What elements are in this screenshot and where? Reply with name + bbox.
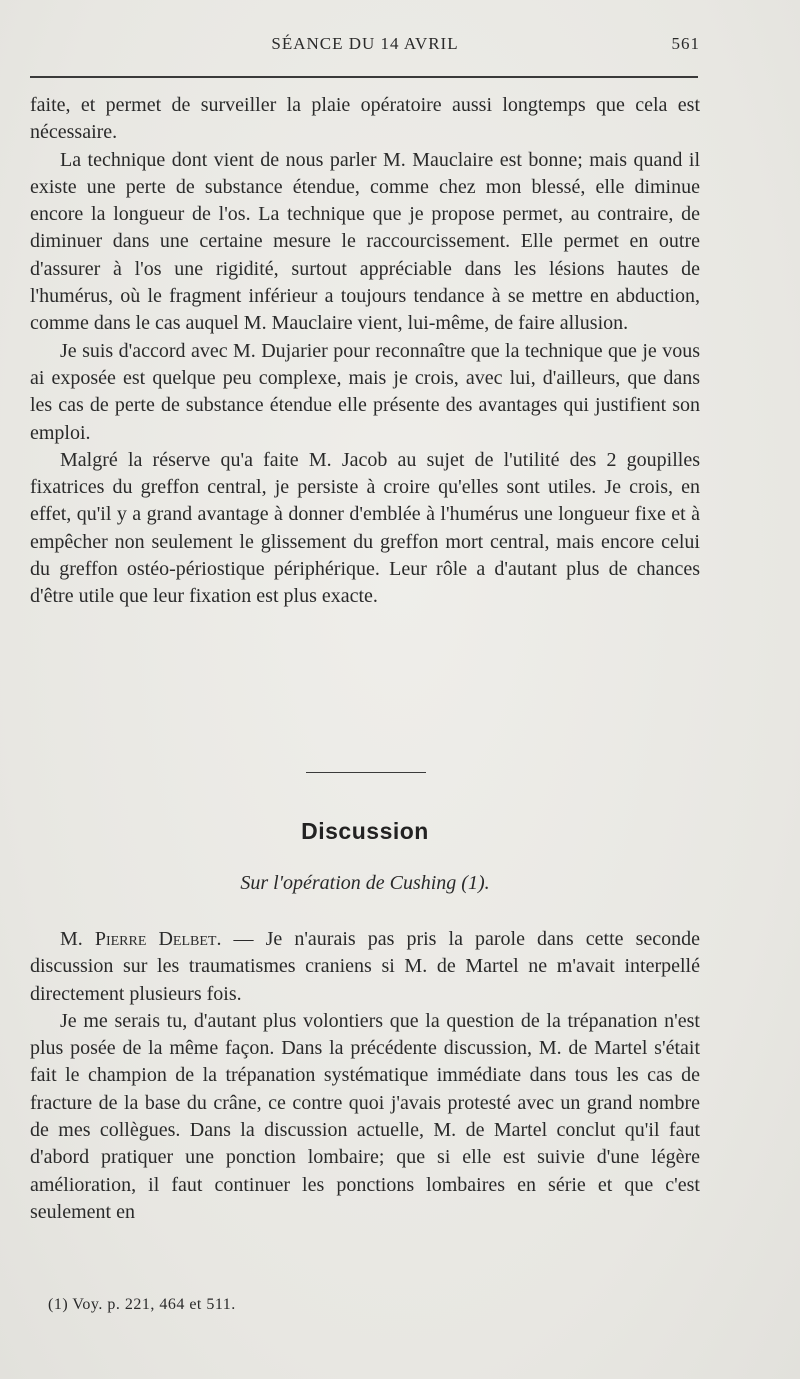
running-title: SÉANCE DU 14 AVRIL <box>271 34 459 53</box>
paragraph-text: — Je n'aurais pas pris la parole dans cette seconde discussion sur les traumatismes craniens si M. de Martel ne m'avait interpellé directement plusieurs fois. <box>30 928 700 1005</box>
section-separator <box>306 772 426 773</box>
page-header <box>30 34 700 60</box>
body-text-part-2 <box>30 926 700 1226</box>
body-text-part-1 <box>30 92 700 611</box>
header-rule <box>30 76 698 78</box>
paragraph: Je me serais tu, d'autant plus volontiers que la question de la trépanation n'est plus posée de la même façon. Dans la précédente discussion, M. de Martel s'était fait le champion de la trépanation systématique immédiate dans tous les cas de fracture de la base du crâne, ce contre quoi j'avais protesté avec un grand nombre de mes collègues. Dans la discussion actuelle, M. de Martel conclut qu'il faut d'abord pratiquer une ponction lombaire; que si elle est suivie d'une légère amélioration, il faut continuer les ponctions lombaires en série et que c'est seulement en <box>30 1009 700 1223</box>
section-subtitle: Sur l'opération de Cushing (1). <box>240 872 490 894</box>
paragraph <box>30 926 700 1008</box>
speaker-name: M. Pierre Delbet. <box>60 928 222 950</box>
paragraph: faite, et permet de surveiller la plaie opératoire aussi longtemps que cela est nécessaire. <box>30 94 700 144</box>
paragraph: La technique dont vient de nous parler M. Mauclaire est bonne; mais quand il existe une perte de substance étendue, comme chez mon blessé, elle diminue encore la longueur de l'os. La technique que je propose permet, au contraire, de diminuer dans une certaine mesure le raccourcissement. Elle permet en outre d'assurer à l'os une rigidité, surtout appréciable dans les lésions hautes de l'humérus, où le fragment inférieur a toujours tendance à se mettre en abduction, comme dans le cas auquel M. Mauclaire vient, lui-même, de faire allusion. <box>30 148 700 335</box>
paragraph: Je suis d'accord avec M. Dujarier pour reconnaître que la technique que je vous ai exposée est quelque peu complexe, mais je crois, avec lui, d'ailleurs, que dans les cas de perte de substance étendue elle présente des avantages qui justifient son emploi. <box>30 339 700 444</box>
section-heading: Discussion <box>301 818 429 844</box>
footnote: (1) Voy. p. 221, 464 et 511. <box>48 1296 236 1313</box>
paragraph: Malgré la réserve qu'a faite M. Jacob au sujet de l'utilité des 2 goupilles fixatrices du greffon central, je persiste à croire qu'elles sont utiles. Je crois, en effet, qu'il y a grand avantage à donner d'emblée à l'humérus une longueur fixe et à empêcher non seulement le glissement du greffon mort central, mais encore celui du greffon ostéo-périostique périphérique. Leur rôle a d'autant plus de chances d'être utile que leur fixation est plus exacte. <box>30 448 700 608</box>
page-number: 561 <box>671 34 700 53</box>
